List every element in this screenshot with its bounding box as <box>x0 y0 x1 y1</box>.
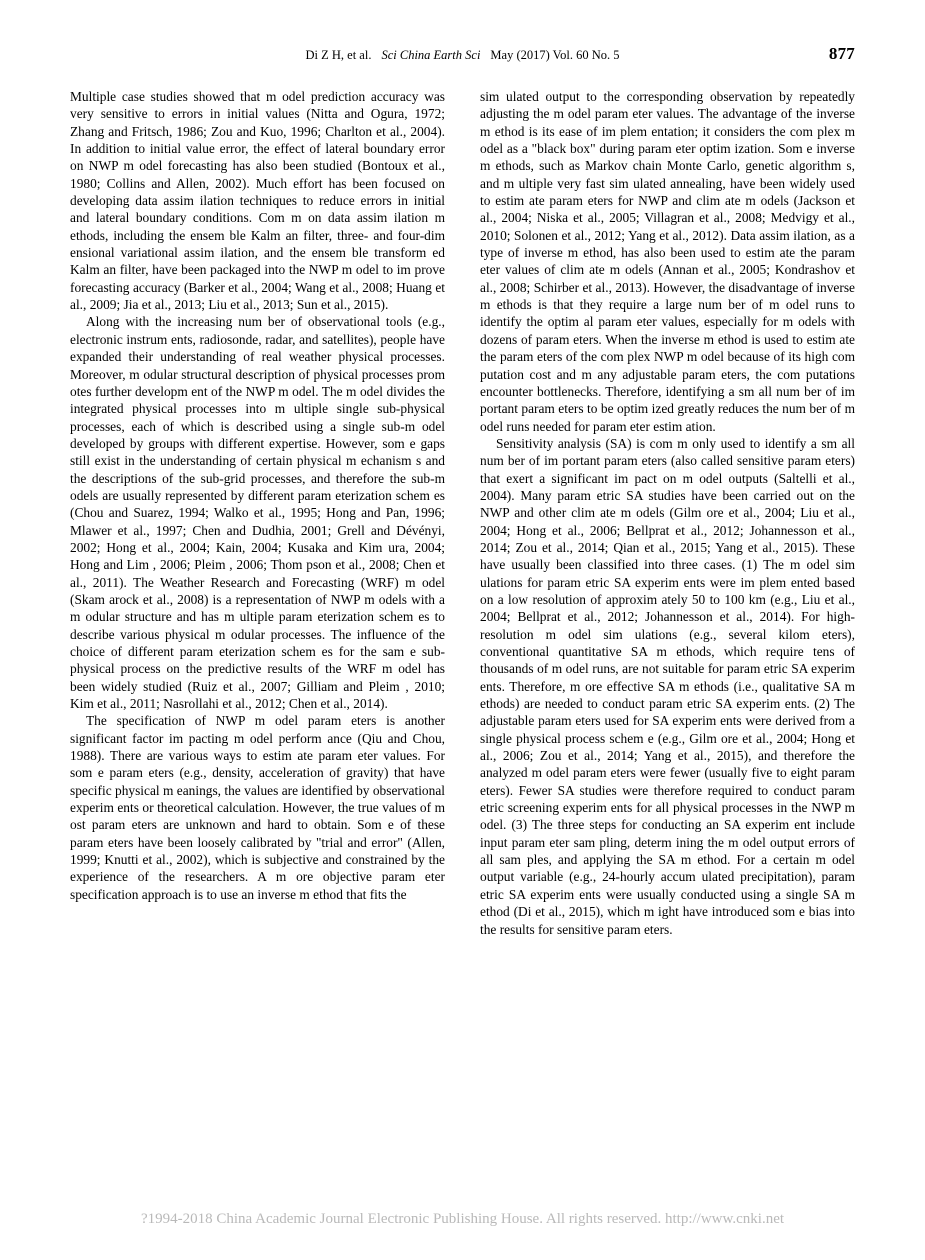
paragraph: The specification of NWP m odel param eters is another significant factor im pacting m odel perform ance (Qiu and Chou, 1988). There are various ways to estim ate param eter values. For som e param eters (e.g., density, acceleration of gravity) that have specific physical m eanings, the values are identified by observational experim ents or theoretical calculation. However, the true values of m ost param eters are unknown and hard to obtain. Som e of these param eters have been loosely calibrated by "trial and error" (Allen, 1999; Knutti et al., 2002), which is subjective and constrained by the experience of the researchers. A m ore objective param eter specification approach is to use an inverse m ethod that fits the <box>70 713 445 902</box>
running-header <box>70 44 855 70</box>
page-number: 877 <box>828 44 855 63</box>
cnki-url[interactable]: http://www.cnki.net <box>665 1211 785 1227</box>
paragraph: Multiple case studies showed that m odel prediction accuracy was very sensitive to errors in initial values (Nitta and Ogura, 1972; Zhang and Fritsch, 1986; Zou and Kuo, 1996; Charlton et al., 2004). In addition to initial value error, the effect of lateral boundary error on NWP m odel forecasting has also been studied (Bontoux et al., 1980; Collins and Allen, 2002). Much effort has been focused on developing data assim ilation techniques to reduce errors in initial and lateral boundary conditions. Com m on data assim ilation m ethods, including the ensem ble Kalm an filter, three- and four-dim ensional variational assim ilation, and the ensem ble transform ed Kalm an filter, have been packaged into the NWP m odel to im prove forecasting accuracy (Barker et al., 2004; Wang et al., 2008; Huang et al., 2009; Jia et al., 2013; Liu et al., 2013; Sun et al., 2015). <box>70 89 445 313</box>
copyright-footer <box>0 1211 925 1228</box>
header-center <box>70 48 855 63</box>
left-column <box>70 88 445 1163</box>
header-journal: Sci China Earth Sci <box>381 48 481 62</box>
paragraph: sim ulated output to the corresponding observation by repeatedly adjusting the m odel param eter values. The advantage of the inverse m ethod is its ease of im plem entation; it considers the com plex m odel as a "black box" during param eter optim ization. Som e inverse m ethods, such as Markov chain Monte Carlo, genetic algorithm s, and m ultiple very fast sim ulated annealing, have been widely used to estim ate param eters for NWP and clim ate m odels (Jackson et al., 2004; Niska et al., 2005; Villagran et al., 2008; Medvigy et al., 2010; Solonen et al., 2012; Yang et al., 2012). Data assim ilation, as a type of inverse m ethod, has also been used to estim ate the param eter values of clim ate m odels (Annan et al., 2005; Kondrashov et al., 2008; Schirber et al., 2013). However, the disadvantage of inverse m ethods is that they require a large num ber of m odel runs to identify the optim al param eter values, especially for m odels with dozens of param eters. When the inverse m ethod is used to estim ate the param eters of the com plex NWP m odel because of its high com putation cost and m any adjustable param eters, the com putations encounter bottlenecks. Therefore, identifying a sm all num ber of im portant param eters to be optim ized greatly reduces the num ber of m odel runs needed for param eter estim ation. <box>480 89 855 434</box>
header-issue: May (2017) Vol. 60 No. 5 <box>490 48 620 62</box>
paragraph: Sensitivity analysis (SA) is com m only used to identify a sm all num ber of im portant param eters (also called sensitive param eters) that exert a significant im pact on m odel outputs (Saltelli et al., 2004). Many param etric SA studies have been carried out on the NWP and other clim ate m odels (Gilm ore et al., 2004; Liu et al., 2004; Hong et al., 2006; Bellprat et al., 2012; Johannesson et al., 2014; Zou et al., 2014; Qian et al., 2015; Yang et al., 2015). These have usually been classified into three cases. (1) The m odel sim ulations for param etric SA experim ents were im plem ented based on a low resolution of approxim ately 50 to 100 km (e.g., Liu et al., 2004; Bellprat et al., 2012; Johannesson et al., 2014). For high-resolution m odel sim ulations (e.g., several kilom eters), conventional quantitative SA m ethods, which require tens of thousands of m odel runs, are not suitable for param etric SA experim ents. Therefore, m ore effective SA m ethods (i.e., qualitative SA m ethods) are needed to conduct param etric SA experim ents. (2) The adjustable param eters used for SA experim ents were derived from a single physical process schem e (e.g., Gilm ore et al., 2004; Hong et al., 2006; Zou et al., 2014; Yang et al., 2015), and therefore the analyzed m odel param eters were fewer (usually five to eight param eters). Fewer SA studies were therefore required to conduct param etric screening experim ents for all physical processes in the NWP m odel. (3) The three steps for conducting an SA experim ent include input param eter sam pling, determ ining the m odel output errors of all sam ples, and applying the SA m ethod. For a certain m odel output variable (e.g., 24-hourly accum ulated precipitation), param etric SA experim ents were usually conducted using a single SA m ethod (Di et al., 2015), which m ight have introduced som e bias into the results for sensitive param eters. <box>480 435 855 937</box>
paragraph: Along with the increasing num ber of observational tools (e.g., electronic instrum ents, radiosonde, radar, and satellites), people have expanded their understanding of real weather physical processes. Moreover, m odular structural description of physical processes prom otes further developm ent of the NWP m odel. The m odel divides the integrated physical processes into m ultiple single sub-physical processes, each of which is described using a single sub-m odel developed by groups with different expertise. However, som e gaps still exist in the understanding of certain physical m echanism s and the descriptions of the sub-grid processes, and therefore the sub-m odels are usually represented by different param eterization schem es (Chou and Suarez, 1994; Walko et al., 1995; Hong and Pan, 1996; Mlawer et al., 1997; Chen and Dudhia, 2001; Grell and Dévényi, 2002; Hong et al., 2004; Kain, 2004; Kusaka and Kim ura, 2004; Hong and Lim , 2006; Pleim , 2006; Thom pson et al., 2008; Chen et al., 2011). The Weather Research and Forecasting (WRF) m odel (Skam arock et al., 2008) is a representation of NWP m odels with a m odular structure and has m ultiple param eterization schem es to describe various physical m odular processes. The influence of the choice of different param eterization schem es for the sam e sub-physical process on the predictive results of the WRF m odel has been widely studied (Ruiz et al., 2007; Gilliam and Pleim , 2010; Kim et al., 2011; Nasrollahi et al., 2012; Chen et al., 2014). <box>70 314 445 712</box>
right-column <box>480 88 855 1163</box>
copyright-text: ?1994-2018 China Academic Journal Electronic Publishing House. All rights reserved. <box>140 1211 662 1227</box>
body-columns <box>70 88 855 1163</box>
header-authors: Di Z H, et al. <box>305 48 372 62</box>
